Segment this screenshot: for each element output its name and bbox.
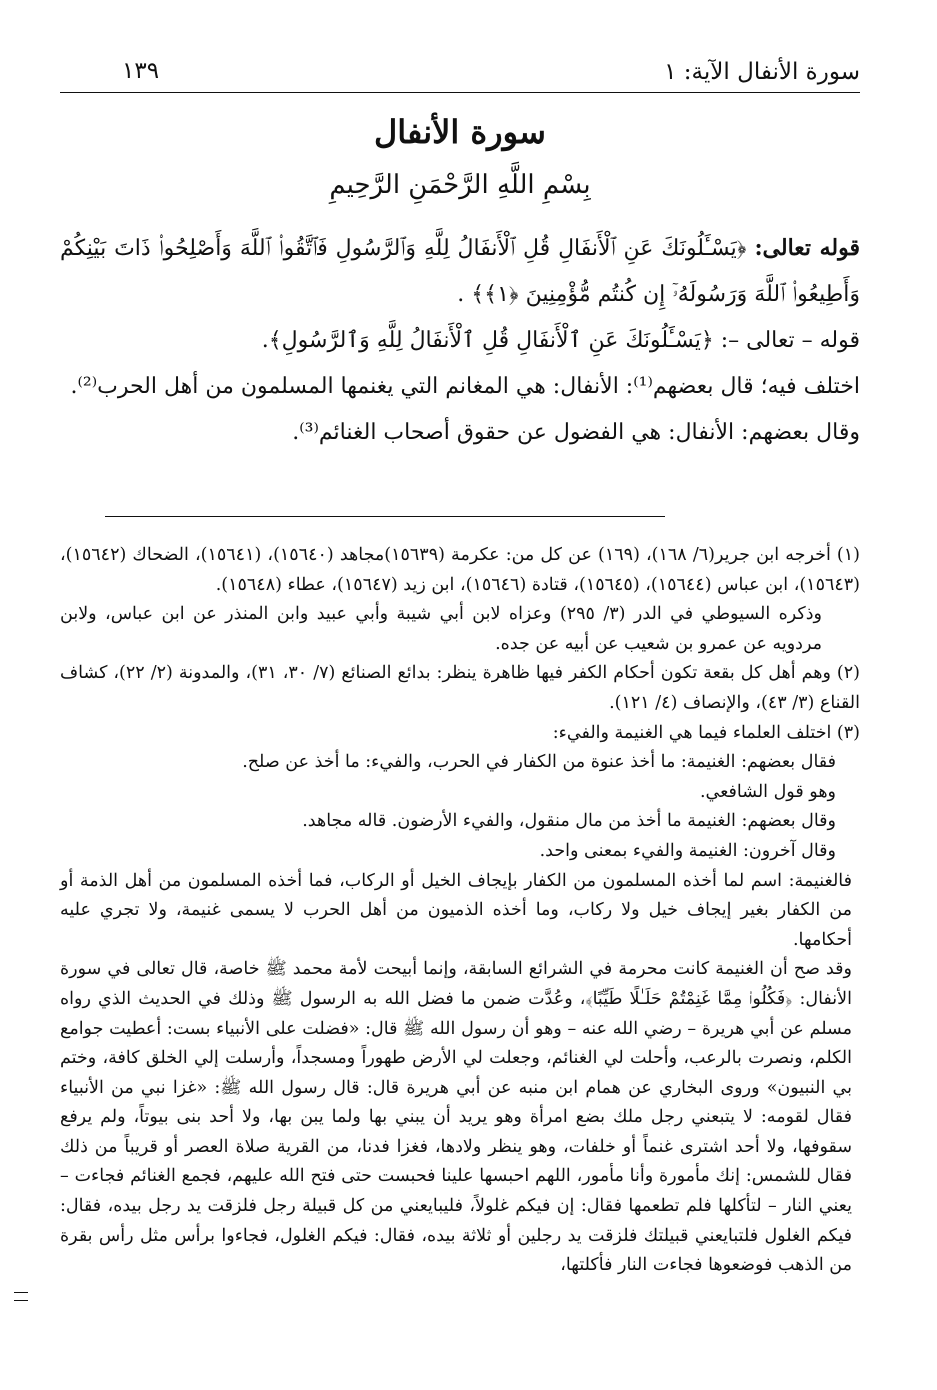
verse-text: ﴿يَسْـَٔلُونَكَ عَنِ ٱلْأَنفَالِ قُلِ ٱلْأَنفَالُ لِلَّهِ وَٱلرَّسُولِ فَٱتَّقُوا۟ ٱللَّهَ وَأَصْلِحُوا۟ ذَاتَ بَيْنِكُمْ وَأَطِيعُوا۟ ٱللَّهَ وَرَسُولَهُۥٓ إِن كُنتُم مُّؤْمِنِينَ ﴿١﴾﴾ . (60, 236, 860, 307)
header-rule (60, 92, 860, 93)
running-header (60, 55, 860, 89)
commentary-paragraph-3: وقال بعضهم: الأنفال: هي الفضول عن حقوق أصحاب الغنائم⁽³⁾. (292, 420, 860, 445)
footnote-3-paragraph: وقد صح أن الغنيمة كانت محرمة في الشرائع السابقة، وإنما أبيحت لأمة محمد ﷺ خاصة، قال تعالى في سورة الأنفال: ﴿فَكُلُوا۟ مِمَّا غَنِمْتُمْ حَلَـٰلًا طَيِّبًا﴾، وعُدَّت ضمن ما فضل الله به الرسول ﷺ وذلك في الحديث الذي رواه مسلم عن أبي هريرة – رضي الله عنه – وهو أن رسول الله ﷺ قال: «فضلت على الأنبياء بست: أعطيت جوامع الكلم، ونصرت بالرعب، وأحلت لي الغنائم، وجعلت لي الأرض طهوراً ومسجداً، وأرسلت إلي الخلق كافة، وختم بي النبيون» وروى البخاري عن همام ابن منبه عن أبي هريرة قال: قال رسول الله ﷺ: «غزا نبي من الأنبياء فقال لقومه: لا يتبعني رجل ملك بضع امرأة وهو يريد أن يبني بها ولما يبن بها، ولا أحد بنى بيوتاً، ولم يرفع سقوفها، ولا أحد اشترى غنماً أو خلفات، وهو ينظر ولادها، فغزا فدنا، من القرية صلاة العصر أو قريباً من ذلك فقال للشمس: إنك مأمورة وأنا مأمور، اللهم احبسها علينا فحبست حتى فتح الله عليهم، فجمع الغنائم فجاءت – يعني النار – لتأكلها فلم تطعمها فقال: إن فيكم غلولاً، فليبايعني من كل قبيلة رجل فلزقت يد رجل بيده، فقال: فيكم الغلول فلتبايعني قبيلتك فلزقت يد رجلين أو ثلاثة بيده، فقال: فيكم الغلول، فجاءوا برأس مثل رأس بقرة من الذهب فوضعوها فجاءت النار فأكلتها، (60, 959, 852, 1276)
verse-lead: قوله تعالى: (754, 235, 860, 261)
surah-title: سورة الأنفال (374, 113, 546, 151)
commentary-paragraph-1: قوله – تعالى –: ﴿يَسْـَٔلُونَكَ عَنِ ٱلْأَنفَالِ قُلِ ٱلْأَنفَالُ لِلَّهِ وَٱلرَّسُولِ﴾. (261, 328, 860, 353)
verse-paragraph (60, 225, 860, 318)
footnote-1: (١) أخرجه ابن جرير(٦/ ١٦٨)، (١٦٩) عن كل من: عكرمة (١٥٦٣٩)مجاهد (١٥٦٤٠)، (١٥٦٤١)، الضحاك (١٥٦٤٢)،(١٥٦٤٣)، ابن عباس (١٥٦٤٤)، (١٥٦٤٥)، قتادة (١٥٦٤٦)، ابن زيد (١٥٦٤٧)، عطاء (١٥٦٤٨). (60, 545, 860, 595)
footnotes (60, 541, 860, 1281)
main-text (60, 225, 860, 456)
footnote-2: (٢) وهم أهل كل بقعة تكون أحكام الكفر فيها ظاهرة ينظر: بدائع الصنائع (٧/ ٣٠، ٣١)، والمدونة (٢/ ٢٢)، كشاف القناع (٣/ ٤٣)، والإنصاف (٤/ ١٢١). (60, 663, 860, 713)
footnote-3-line: وقال بعضهم: الغنيمة ما أخذ من مال منقول، والفيء الأرضون. قاله مجاهد. (302, 811, 836, 832)
footnote-3: (٣) اختلف العلماء فيما هي الغنيمة والفيء: (552, 722, 860, 743)
footnote-3-line: فقال بعضهم: الغنيمة: ما أخذ عنوة من الكفار في الحرب، والفيء: ما أخذ عن صلح. (242, 752, 836, 773)
footnote-1-continuation: وذكره السيوطي في الدر (٣/ ٢٩٥) وعزاه لابن أبي شيبة وأبي عبيد وابن المنذر عن ابن عباس، ولابن مردويه عن عمرو بن شعيب عن أبيه عن جده. (60, 604, 822, 654)
page-number: ١٣٩ (122, 58, 160, 84)
footnote-3-paragraph: فالغنيمة: اسم لما أخذه المسلمون من الكفار بإيجاف الخيل أو الركاب، فما أخذه المسلمون من أهل الذمة أو من الكفار بغير إيجاف خيل ولا ركاب، وما أخذه الذميون من أهل الحرب لا يسمى غنيمة، ولا تجري عليه أحكامها. (60, 870, 852, 950)
footnote-separator (105, 516, 665, 517)
footnote-3-line: وهو قول الشافعي. (699, 781, 836, 802)
basmala: بِسْمِ اللَّهِ الرَّحْمَنِ الرَّحِيمِ (329, 170, 591, 200)
commentary-paragraph-2: اختلف فيه؛ قال بعضهم⁽¹⁾: الأنفال: هي المغانم التي يغنمها المسلمون من أهل الحرب⁽²⁾. (70, 374, 860, 399)
continuation-mark (14, 1292, 28, 1301)
footnote-3-line: وقال آخرون: الغنيمة والفيء بمعنى واحد. (539, 840, 836, 861)
running-title: سورة الأنفال الآية: ١ (664, 59, 860, 85)
